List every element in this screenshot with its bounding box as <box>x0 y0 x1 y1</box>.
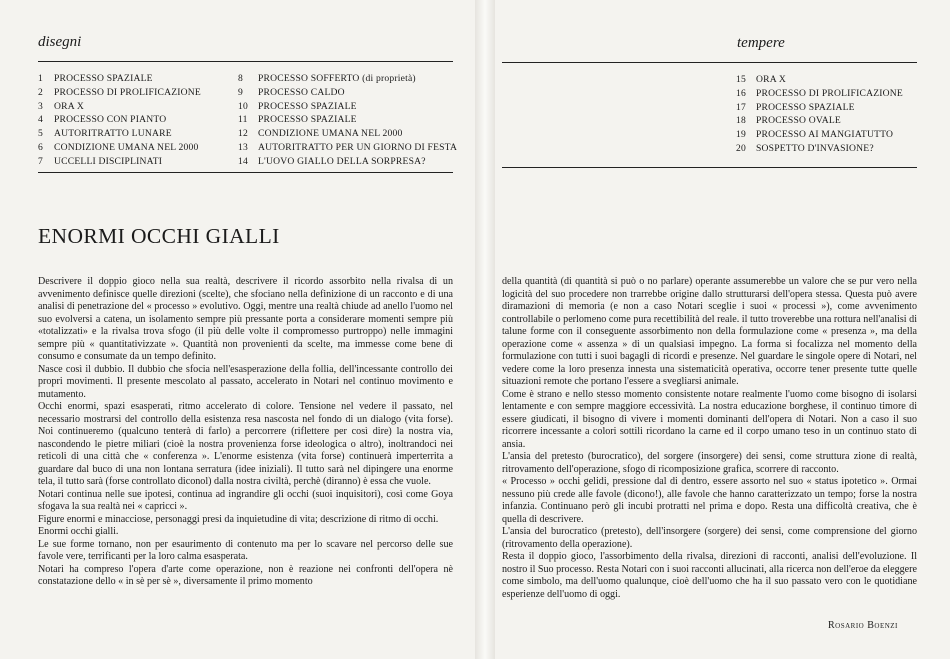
paragraph: Notari ha compreso l'opera d'arte come operazione, non è reazione nei confronti dell'opera nè constatazione dello « in sè per sè », diversamente il primo momento <box>38 563 453 587</box>
drawings-list-col2 <box>238 72 457 169</box>
list-item-title: PROCESSO SPAZIALE <box>756 101 855 113</box>
list-item-title: L'UOVO GIALLO DELLA SORPRESA? <box>258 155 426 167</box>
paragraph: Descrivere il doppio gioco nella sua realtà, descrivere il ricordo assorbito nella rivalsa di un avvenimento definisce quelle direzioni (scelte), che sfociano nella definizione di un racconto e di una analisi di penetrazione del « processo » evolutivo. Oggi, mentre una realtà chiude ad anello l'uomo nel suo evolversi a catena, un isolamento sempre più pressante porta a considerare momenti sempre più «totalizzati» e la rivalsa trova sfogo (il più delle volte il compromesso purtroppo) nelle immagini sempre più « quantitativizzate ». Quantità non provenienti da scelte, ma immesse come bene di consumo e consumate da un tempo definito. <box>38 276 453 362</box>
list-item-title: PROCESSO CON PIANTO <box>54 114 167 126</box>
paragraph: Notari continua nelle sue ipotesi, continua ad ingrandire gli occhi (suoi inquisitori), così come Goya sfogava la sua realtà nei « capricci ». <box>38 488 453 512</box>
list-item-number: 17 <box>736 101 746 113</box>
article-column-right <box>502 276 917 601</box>
list-item-number: 8 <box>238 73 243 84</box>
author-signature: Rosario Boenzi <box>828 620 898 631</box>
list-item <box>38 86 201 100</box>
list-item-number: 4 <box>38 114 43 126</box>
list-item-number: 13 <box>238 141 248 153</box>
paragraph: Occhi enormi, spazi esasperati, ritmo accelerato di colore. Tensione nel vedere il passato, nel necessario mostrarsi del controllo della esistenza resa nascosta nel fondo di un dialogo (vita forse). Noi continueremo (qualcuno tenterà di farlo) a percorrere (riflettere per così dire) la nostra via, nascondendo le pietre miliari (cioè la nostra provenienza forse ideologica o altro), inoltrandoci nei reticoli di una città che « conferenza ». L'enorme esistenza (vita forse) continuerà imperterrita a guardare dal buco di una non lontana serratura (idee iniziali). Il tutto sarà nel dipingere una enorme tela, il tutto sarà (forse controllato diconol) dalla nostra civiltà, perchè (diranno) è essa che vuole. <box>38 401 453 487</box>
paragraph: Resta il doppio gioco, l'assorbimento della rivalsa, direzioni di racconti, analisi dell'evoluzione. Il nostro il Suo processo. Resta Notari con i suoi racconti allucinati, alla ricerca non dell'eroe da eleggere come simbolo, ma dell'uomo qualunque, cioè dell'uomo che ha il suo passato vero con le quotidiane esperienze dell'uomo di oggi. <box>502 551 917 600</box>
list-item-number: 19 <box>736 129 746 141</box>
list-item <box>736 114 903 128</box>
list-item <box>38 113 201 127</box>
paragraph: Enormi occhi gialli. <box>38 526 119 537</box>
list-item-number: 5 <box>38 128 43 140</box>
article-headline: ENORMI OCCHI GIALLI <box>38 224 280 248</box>
list-item <box>238 141 457 155</box>
list-item <box>238 100 457 114</box>
article-column-left <box>38 276 453 589</box>
list-item-title: SOSPETTO D'INVASIONE? <box>756 142 874 154</box>
list-item-number: 16 <box>736 87 746 99</box>
paragraph: Come è strano e nello stesso momento consistente notare realmente l'uomo come bisogno di isolarsi lentamente e con sempre maggiore eccessività. La nostra educazione borghese, il continuo timore di essere giudicati, il bisogno di vivere i momenti dominanti dell'opera di Notari. Non a caso il suo ricorrere incessante a colori sottili ricordano la carne ed il corpo umano teso in un continuo stato di ansia. <box>502 388 917 450</box>
list-item-title: AUTORITRATTO PER UN GIORNO DI FESTA <box>258 141 458 153</box>
divider <box>502 62 917 63</box>
list-item <box>736 142 903 156</box>
page-gutter <box>475 0 495 659</box>
list-item-title: UCCELLI DISCIPLINATI <box>54 155 163 167</box>
list-item-number: 15 <box>736 74 746 85</box>
list-item-title: CONDIZIONE UMANA NEL 2000 <box>54 141 199 153</box>
list-item-title: PROCESSO SPAZIALE <box>258 114 357 126</box>
paragraph: della quantità (di quantità si può o no parlare) operante assumerebbe un valore che se pur vero nella logicità del suo procedere non trarrebbe origine dallo strutturarsi dell'opera stessa. Questa può avere diramazioni di memoria (e non a caso Notari sceglie i suoi « processi »), come avvenimento controllabile o perlomeno come pura recettibilità del reale. il tutto troverebbe una rottura nell'analisi di talune forme con il conseguente assorbimento non della formulazione come « presenza », ma della operazione come « assenza » di un qualsiasi impegno. La forma si focalizza nel momento della formulazione con tutti i suoi bagagli di ricordi e presenze. Nel guardare le singole opere di Notari, nel vedere come la loro presenza innesta una sistematicità operativa, occorre tener presente tutte quelle situazioni remote che portano l'essere a svegliarsi animale. <box>502 276 917 387</box>
section-title-disegni: disegni <box>38 34 82 50</box>
list-item-title: AUTORITRATTO LUNARE <box>54 128 172 140</box>
list-item-number: 9 <box>238 86 243 98</box>
list-item-number: 7 <box>38 155 43 167</box>
list-item <box>38 155 201 169</box>
list-item-title: PROCESSO DI PROLIFICAZIONE <box>756 87 903 99</box>
list-item-number: 6 <box>38 141 43 153</box>
list-item-title: CONDIZIONE UMANA NEL 2000 <box>258 128 403 140</box>
list-item <box>38 141 201 155</box>
section-title-tempere: tempere <box>737 35 785 51</box>
list-item-number: 14 <box>238 155 248 167</box>
list-item-number: 10 <box>238 100 248 112</box>
divider <box>502 167 917 168</box>
list-item <box>38 127 201 141</box>
list-item-title: PROCESSO AI MANGIATUTTO <box>756 129 894 141</box>
paragraph: Nasce così il dubbio. Il dubbio che sfocia nell'esasperazione della follia, dell'incessante controllo dei propri movimenti. Il presente mescolato al passato, accelerato in Notari nel continuo movimento e mutamento. <box>38 363 453 400</box>
list-item-title: PROCESSO OVALE <box>756 115 841 127</box>
list-item <box>238 127 457 141</box>
list-item <box>736 128 903 142</box>
list-item <box>736 101 903 115</box>
list-item-title: PROCESSO SPAZIALE <box>258 100 357 112</box>
list-item <box>38 72 201 86</box>
list-item-title: PROCESSO CALDO <box>258 86 345 98</box>
list-item <box>238 113 457 127</box>
list-item-title: PROCESSO SOFFERTO (di proprietà) <box>258 73 416 84</box>
list-item-number: 2 <box>38 86 43 98</box>
paragraph: Le sue forme tornano, non per esaurimento di contenuto ma per lo scavare nel percorso delle sue favole vere, terrificanti per la loro calma esasperata. <box>38 538 453 562</box>
list-item-title: ORA X <box>756 74 787 85</box>
list-item <box>736 73 903 87</box>
paragraph: « Processo » occhi gelidi, pressione dal di dentro, essere assorto nel suo « status ipotetico ». Ormai nessuno più crede alle favole (dicono!), alle favole che hanno caratterizzato un tempo; forse la nostra infanzia. Continuano però gli incubi protratti nel prima e dopo. Resta una difficoltà creativa, che è quella di descrivere. <box>502 476 917 525</box>
drawings-list-col1 <box>38 72 201 169</box>
divider <box>38 172 453 173</box>
list-item-title: PROCESSO DI PROLIFICAZIONE <box>54 86 201 98</box>
paragraph: Figure enormi e minacciose, personaggi presi da inquietudine di vita; descrizione di ritmo di occhi. <box>38 513 439 525</box>
list-item-number: 3 <box>38 100 43 112</box>
list-item-number: 18 <box>736 115 746 127</box>
list-item <box>736 87 903 101</box>
list-item <box>238 72 457 86</box>
list-item-number: 11 <box>238 114 248 126</box>
list-item-title: PROCESSO SPAZIALE <box>54 73 153 84</box>
list-item-number: 1 <box>38 73 43 84</box>
list-item-number: 12 <box>238 128 248 140</box>
tempere-list <box>736 73 903 156</box>
list-item-title: ORA X <box>54 100 85 112</box>
paragraph: L'ansia del pretesto (burocratico), del sorgere (insorgere) dei sensi, come struttura zione di realtà, ritrovamento dell'operazione, sfogo di ricomposizione grafica, scorrere di racconto. <box>502 451 917 475</box>
list-item <box>238 155 457 169</box>
list-item <box>38 100 201 114</box>
paragraph: L'ansia del burocratico (pretesto), dell'insorgere (sorgere) dei sensi, come comprensione del giorno (ritrovamento della operazione). <box>502 526 917 550</box>
divider <box>38 61 453 62</box>
list-item <box>238 86 457 100</box>
list-item-number: 20 <box>736 142 746 154</box>
